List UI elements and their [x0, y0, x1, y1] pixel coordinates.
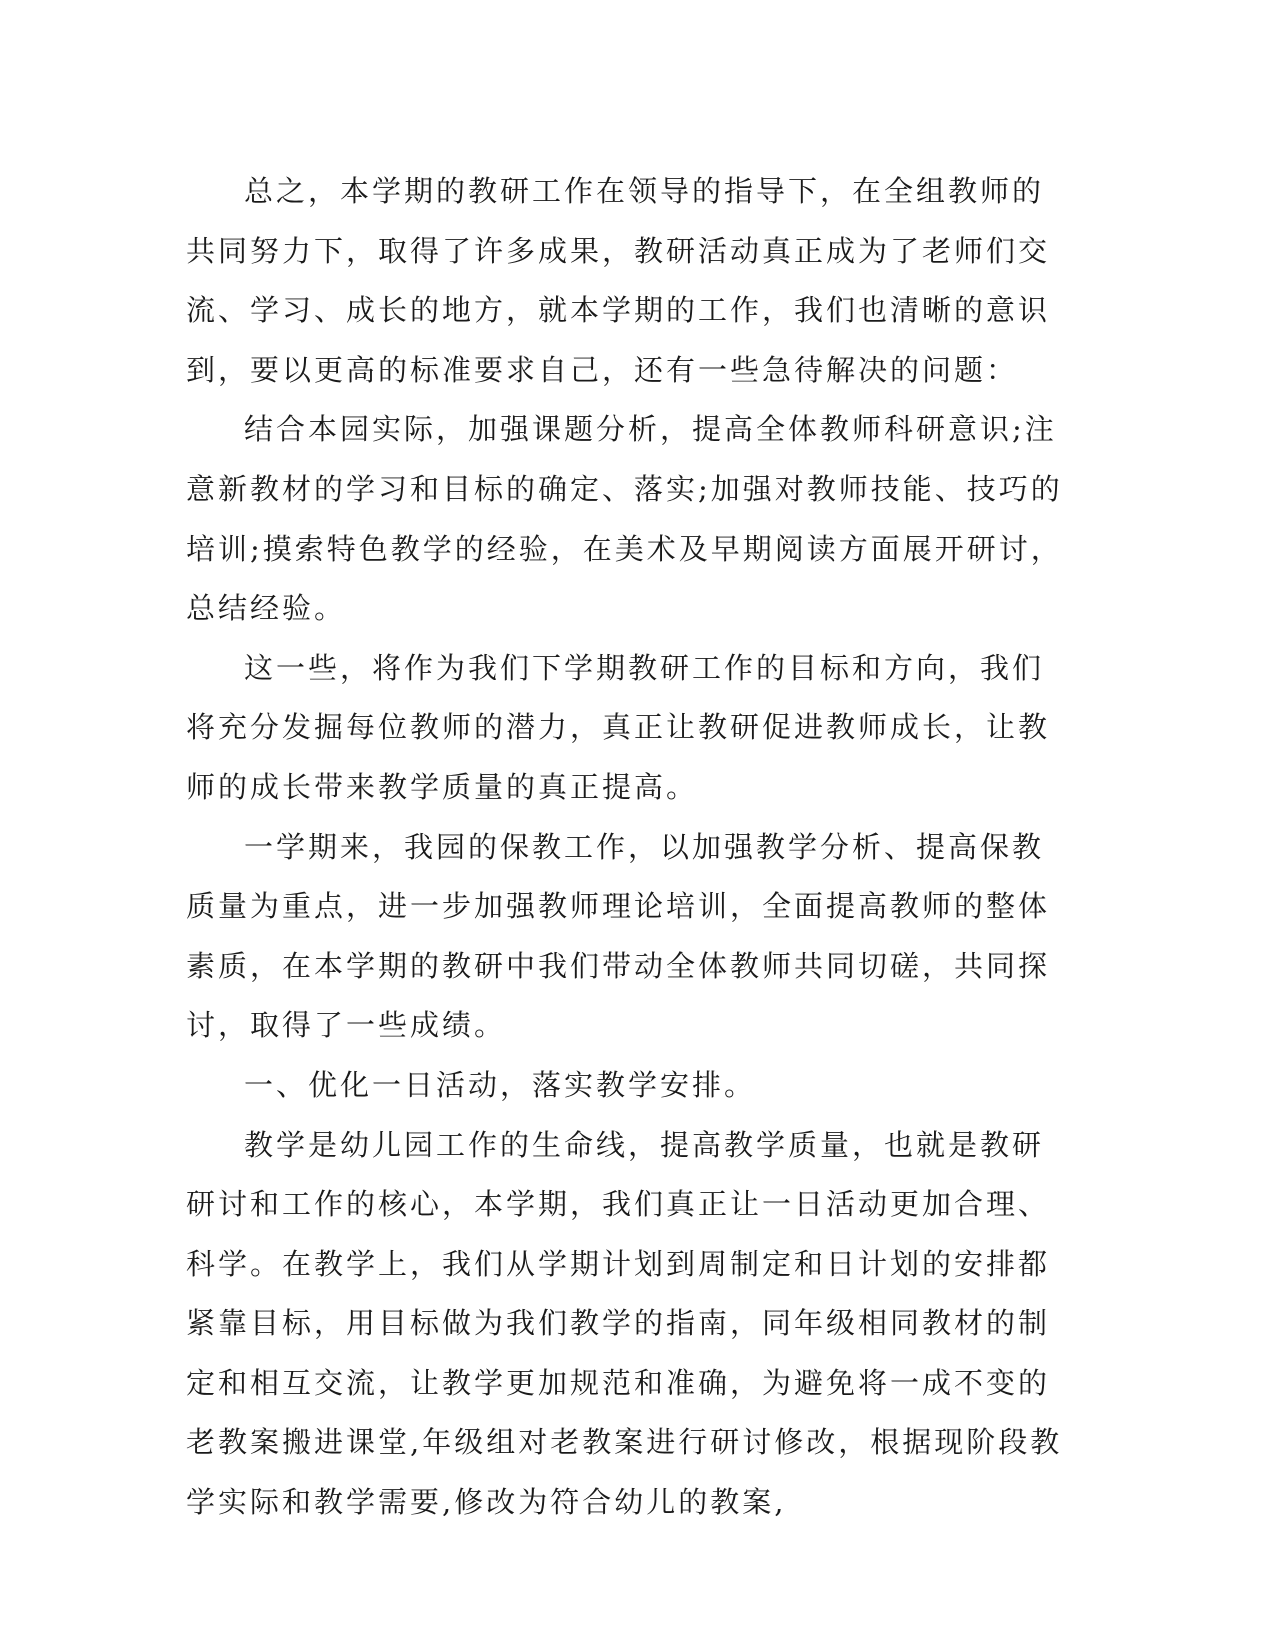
paragraph-term-review: 一学期来，我园的保教工作，以加强教学分析、提高保教质量为重点，进一步加强教师理论培训，全面提高教师的整体素质，在本学期的教研中我们带动全体教师共同切磋，共同探讨，取得了一些成绩。	[186, 829, 1051, 1043]
document-body	[186, 162, 1066, 1533]
paragraph-summary: 总之，本学期的教研工作在领导的指导下，在全组教师的共同努力下，取得了许多成果，教研活动真正成为了老师们交流、学习、成长的地方，就本学期的工作，我们也清晰的意识到，要以更高的标准要求自己，还有一些急待解决的问题：	[186, 174, 1051, 387]
paragraph-teaching-quality: 教学是幼儿园工作的生命线，提高教学质量，也就是教研研讨和工作的核心，本学期，我们真正让一日活动更加合理、科学。在教学上，我们从学期计划到周制定和日计划的安排都紧靠目标，用目标做为我们教学的指南，同年级相同教材的制定和相互交流，让教学更加规范和准确，为避免将一成不变的老教案搬进课堂,年级组对老教案进行研讨修改，根据现阶段教学实际和教学需要,修改为符合幼儿的教案,	[186, 1127, 1063, 1520]
section-heading-optimize-daily-activities: 一、优化一日活动，落实教学安排。	[244, 1067, 757, 1102]
paragraph-improvement-goals: 结合本园实际，加强课题分析，提高全体教师科研意识;注意新教材的学习和目标的确定、落实;加强对教师技能、技巧的培训;摸索特色教学的经验，在美术及早期阅读方面展开研讨，总结经验。	[186, 412, 1063, 626]
paragraph-next-term-direction: 这一些，将作为我们下学期教研工作的目标和方向，我们将充分发掘每位教师的潜力，真正让教研促进教师成长，让教师的成长带来教学质量的真正提高。	[186, 650, 1051, 804]
